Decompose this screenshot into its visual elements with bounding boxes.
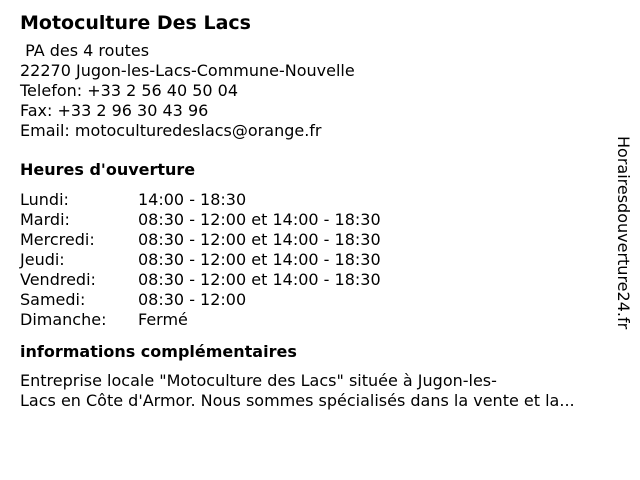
hours-row-sunday [20,310,610,330]
address-city: 22270 Jugon-les-Lacs-Commune-Nouvelle [20,61,355,80]
business-description [20,371,625,411]
hours-row-wednesday [20,230,610,250]
day-label: Mardi: [20,210,70,229]
time-value: 14:00 - 18:30 [138,190,247,209]
address-street: PA des 4 routes [20,41,150,60]
opening-hours-table [20,190,610,330]
time-value: 08:30 - 12:00 et 14:00 - 18:30 [138,230,381,249]
fax-number: Fax: +33 2 96 30 43 96 [20,101,209,120]
day-label: Dimanche: [20,310,107,329]
day-label: Lundi: [20,190,69,209]
email-address: Email: motoculturedeslacs@orange.fr [20,121,322,140]
hours-row-friday [20,270,610,290]
day-label: Vendredi: [20,270,96,289]
business-name: Motoculture Des Lacs [20,12,251,34]
time-value: 08:30 - 12:00 et 14:00 - 18:30 [138,270,381,289]
description-line: Lacs en Côte d'Armor. Nous sommes spécialisés dans la vente et la... [20,391,575,410]
day-label: Samedi: [20,290,86,309]
time-value: Fermé [138,310,188,329]
day-label: Mercredi: [20,230,95,249]
contact-block [20,41,610,141]
time-value: 08:30 - 12:00 [138,290,247,309]
phone-number: Telefon: +33 2 56 40 50 04 [20,81,239,100]
site-watermark: Horairesdouverture24.fr [614,136,633,330]
additional-info-heading: informations complémentaires [20,342,297,361]
opening-hours-heading: Heures d'ouverture [20,160,196,179]
description-line: Entreprise locale "Motoculture des Lacs" située à Jugon-les- [20,371,497,390]
day-label: Jeudi: [20,250,65,269]
business-card [20,11,610,411]
hours-row-monday [20,190,610,210]
hours-row-tuesday [20,210,610,230]
hours-row-saturday [20,290,610,310]
hours-row-thursday [20,250,610,270]
time-value: 08:30 - 12:00 et 14:00 - 18:30 [138,210,381,229]
time-value: 08:30 - 12:00 et 14:00 - 18:30 [138,250,381,269]
